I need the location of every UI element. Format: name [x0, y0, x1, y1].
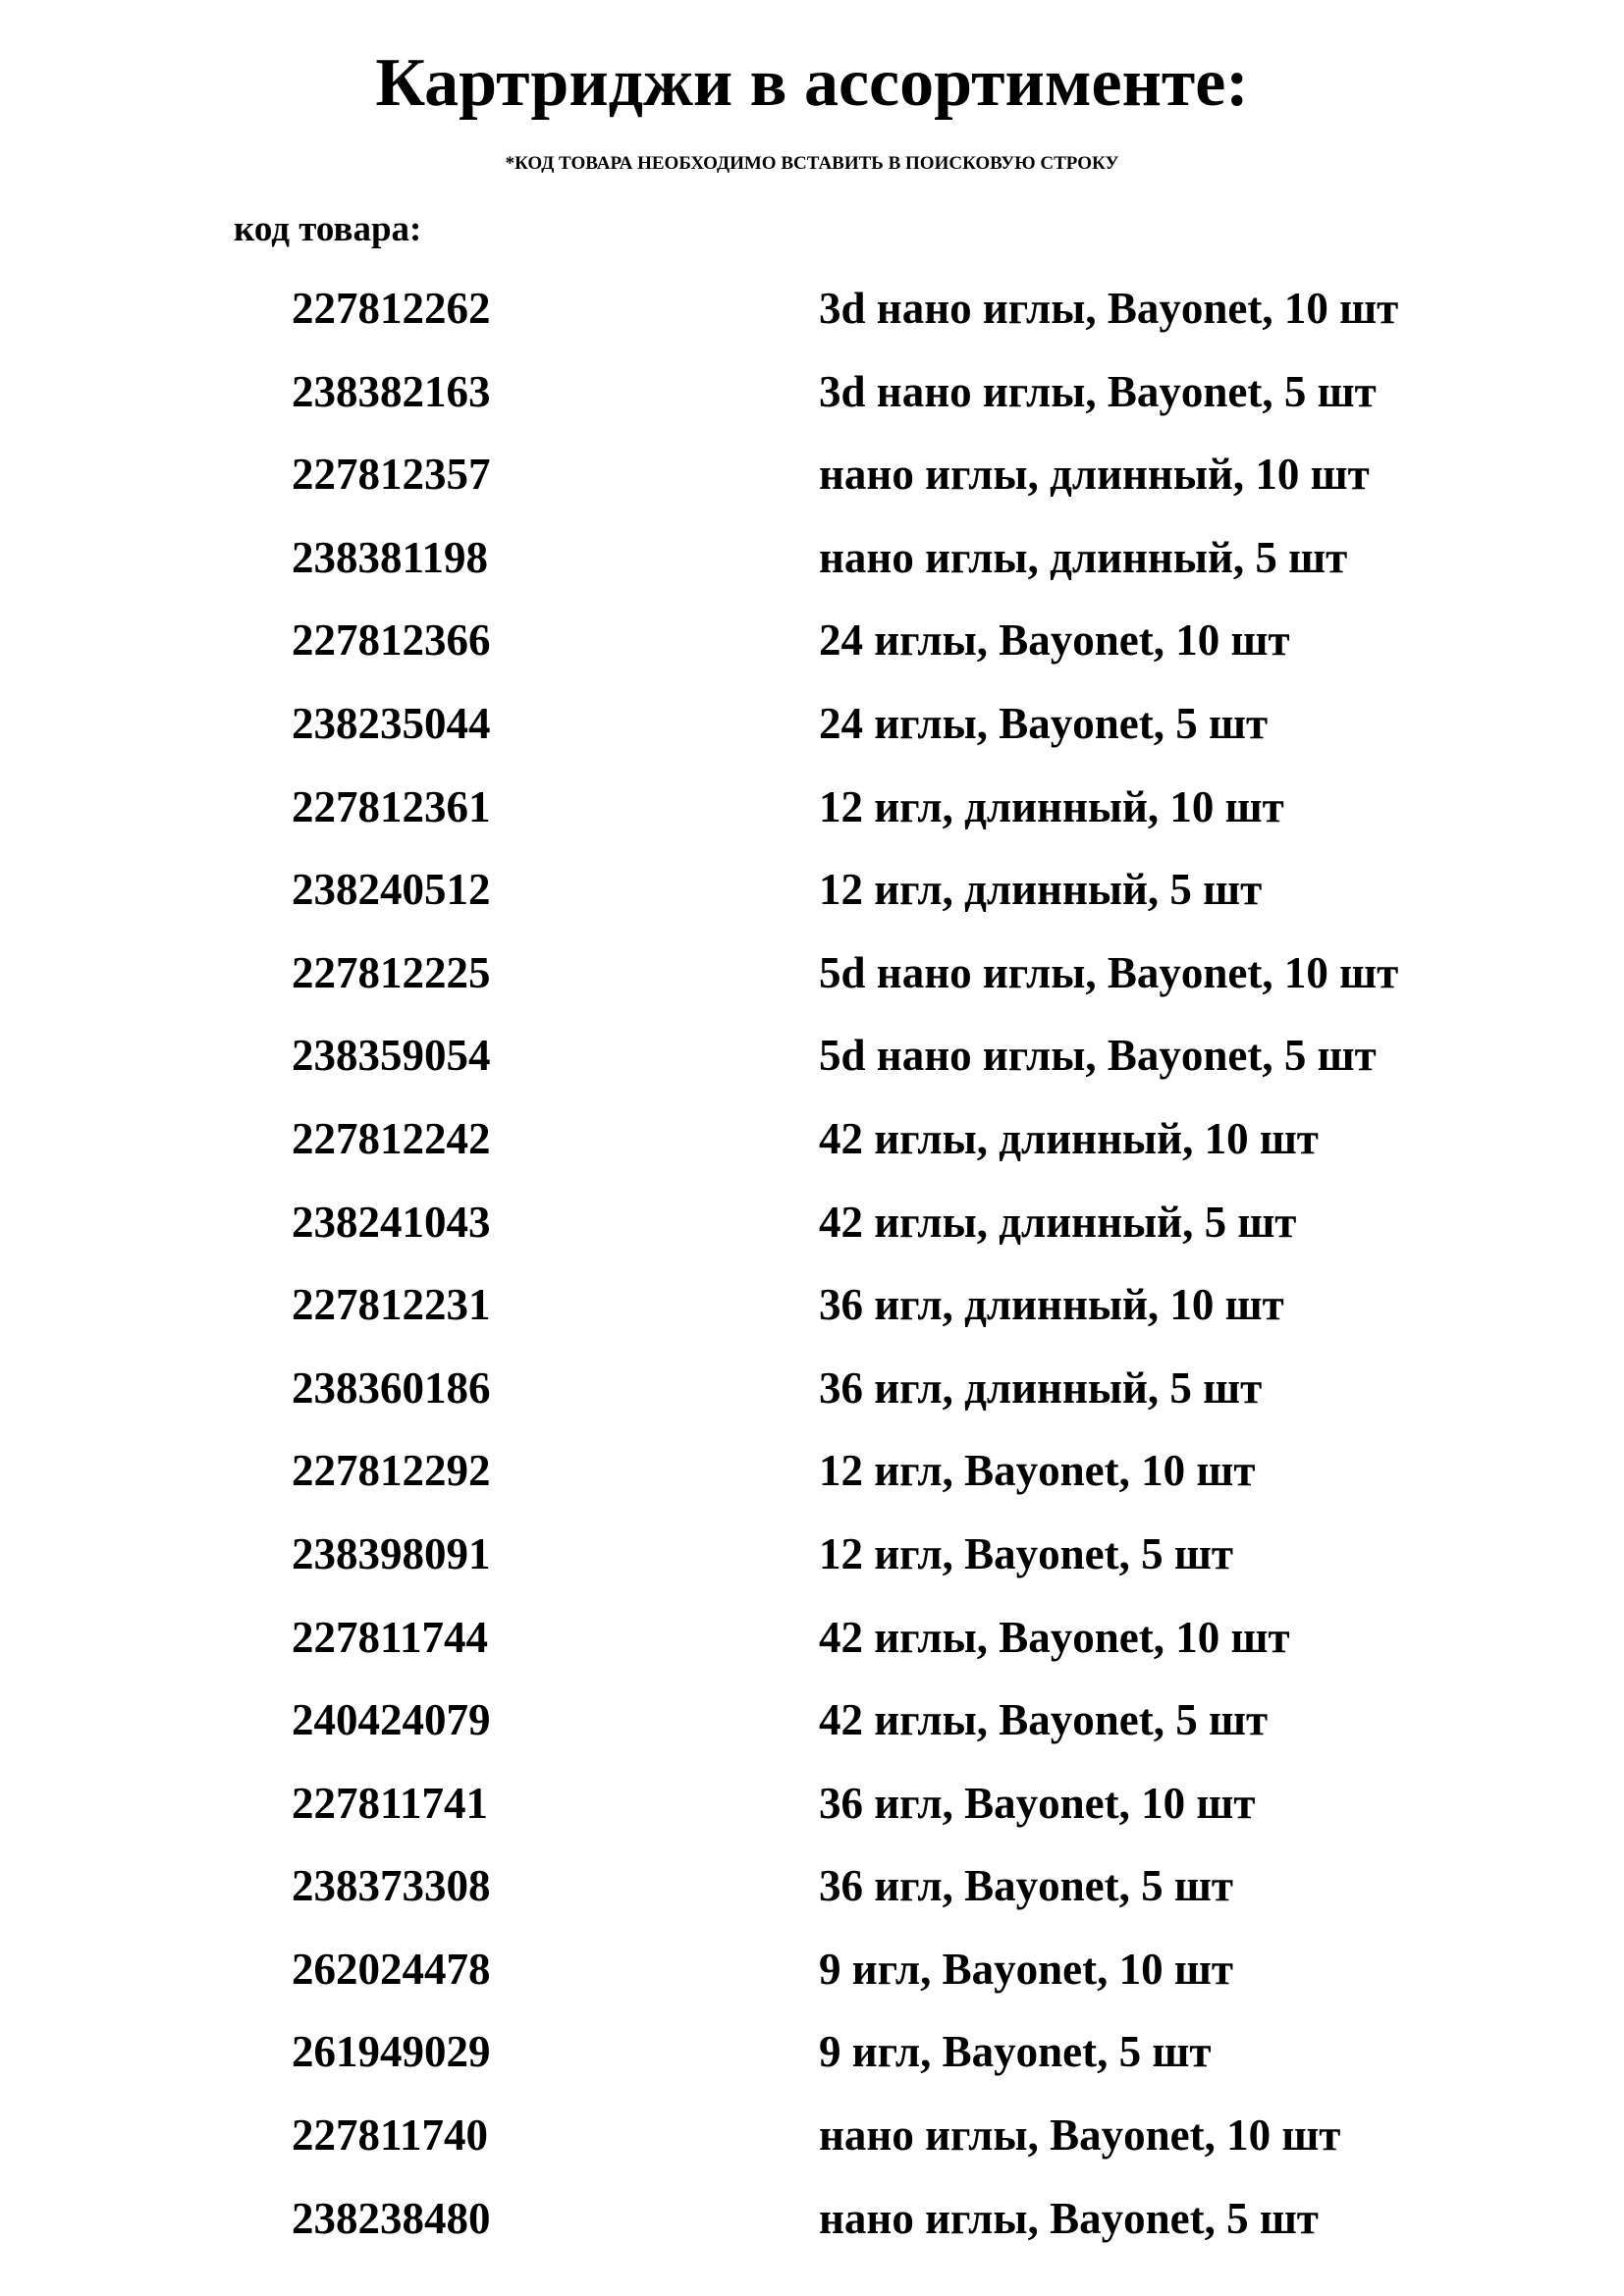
list-item — [0, 1275, 1624, 1359]
product-code: 238359054 — [292, 1031, 491, 1081]
list-item — [0, 445, 1624, 528]
product-description: 24 иглы, Bayonet, 10 шт — [819, 615, 1290, 666]
page-title: Картриджи в ассортименте: — [375, 45, 1249, 121]
product-description: нано иглы, Bayonet, 5 шт — [819, 2193, 1319, 2243]
list-item — [0, 1441, 1624, 1524]
list-item — [0, 1690, 1624, 1774]
list-item — [0, 1774, 1624, 1857]
product-description: 12 игл, длинный, 10 шт — [819, 781, 1284, 831]
product-code: 227811740 — [292, 2110, 489, 2161]
product-code: 227811744 — [292, 1612, 489, 1662]
product-description: 9 игл, Bayonet, 10 шт — [819, 1944, 1233, 1994]
product-description: 42 иглы, длинный, 5 шт — [819, 1197, 1297, 1247]
product-description: нано иглы, длинный, 5 шт — [819, 532, 1348, 582]
product-code: 227812292 — [292, 1446, 491, 1496]
product-code: 227812242 — [292, 1113, 491, 1163]
list-item — [0, 943, 1624, 1027]
product-description: 36 игл, длинный, 10 шт — [819, 1280, 1284, 1330]
list-item — [0, 1940, 1624, 2023]
product-code: 227812225 — [292, 947, 491, 997]
list-item — [0, 1026, 1624, 1109]
product-description: 12 игл, Bayonet, 5 шт — [819, 1528, 1233, 1578]
product-code: 227812366 — [292, 615, 491, 666]
cartridge-list — [0, 279, 1624, 2271]
list-item — [0, 1608, 1624, 1691]
list-item — [0, 279, 1624, 362]
list-item — [0, 1524, 1624, 1608]
product-description: 5d нано иглы, Bayonet, 10 шт — [819, 947, 1399, 997]
product-code: 261949029 — [292, 2027, 491, 2077]
product-code: 227811741 — [292, 1778, 489, 1828]
product-description: 24 иглы, Bayonet, 5 шт — [819, 698, 1269, 748]
product-code: 227812357 — [292, 450, 491, 500]
product-description: 3d нано иглы, Bayonet, 10 шт — [819, 284, 1399, 333]
product-code: 238398091 — [292, 1528, 491, 1578]
product-description: 36 игл, длинный, 5 шт — [819, 1362, 1263, 1413]
product-code: 227812231 — [292, 1280, 491, 1330]
list-item — [0, 2022, 1624, 2106]
product-description: 36 игл, Bayonet, 5 шт — [819, 1861, 1233, 1911]
product-description: 5d нано иглы, Bayonet, 5 шт — [819, 1031, 1377, 1081]
product-code: 238381198 — [292, 532, 489, 582]
list-item — [0, 611, 1624, 694]
product-description: 3d нано иглы, Bayonet, 5 шт — [819, 366, 1377, 416]
product-code: 238382163 — [292, 366, 491, 416]
list-item — [0, 694, 1624, 777]
product-code: 238373308 — [292, 1861, 491, 1911]
list-item — [0, 2189, 1624, 2272]
product-description: 12 игл, Bayonet, 10 шт — [819, 1446, 1256, 1496]
product-description: 9 игл, Bayonet, 5 шт — [819, 2027, 1212, 2077]
product-code: 227812361 — [292, 781, 491, 831]
list-item — [0, 528, 1624, 612]
product-description: 42 иглы, Bayonet, 5 шт — [819, 1695, 1269, 1745]
list-item — [0, 1856, 1624, 1940]
list-item — [0, 777, 1624, 861]
code-column-header: код товара: — [234, 209, 422, 249]
product-code: 238235044 — [292, 698, 491, 748]
list-item — [0, 1109, 1624, 1193]
product-code: 238360186 — [292, 1362, 491, 1413]
list-item — [0, 2106, 1624, 2189]
product-description: 12 игл, длинный, 5 шт — [819, 865, 1263, 915]
product-code: 227812262 — [292, 284, 491, 333]
product-description: 42 иглы, длинный, 10 шт — [819, 1113, 1319, 1163]
product-description: 36 игл, Bayonet, 10 шт — [819, 1778, 1256, 1828]
product-description: нано иглы, длинный, 10 шт — [819, 450, 1370, 500]
list-item — [0, 362, 1624, 446]
product-code: 262024478 — [292, 1944, 491, 1994]
list-item — [0, 1359, 1624, 1442]
product-description: 42 иглы, Bayonet, 10 шт — [819, 1612, 1290, 1662]
search-note: *КОД ТОВАРА НЕОБХОДИМО ВСТАВИТЬ В ПОИСКОВУЮ СТРОКУ — [505, 153, 1119, 174]
product-code: 238238480 — [292, 2193, 491, 2243]
product-code: 238240512 — [292, 865, 491, 915]
product-code: 238241043 — [292, 1197, 491, 1247]
product-code: 240424079 — [292, 1695, 491, 1745]
list-item — [0, 1193, 1624, 1276]
list-item — [0, 860, 1624, 943]
product-description: нано иглы, Bayonet, 10 шт — [819, 2110, 1341, 2161]
